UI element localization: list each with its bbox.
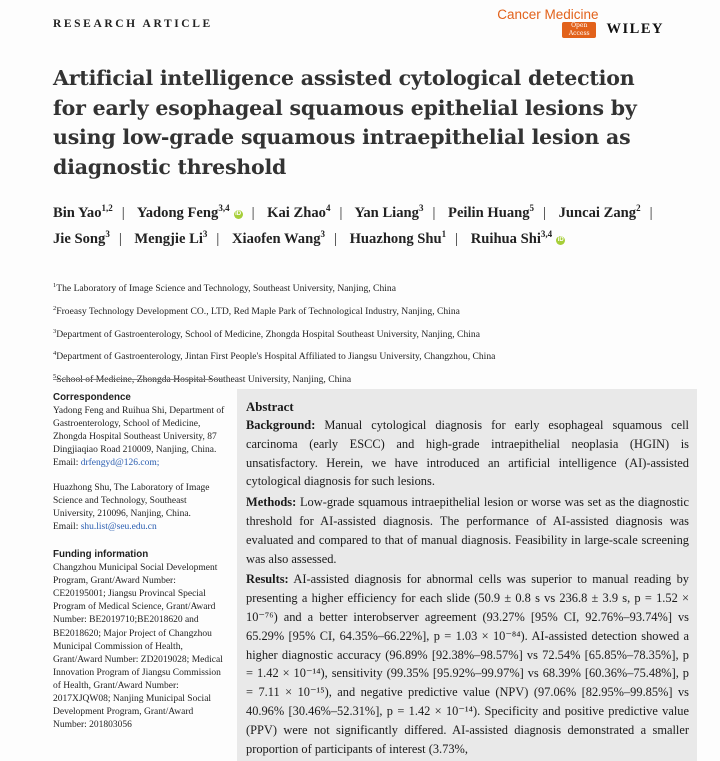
- author-list: [53, 200, 693, 252]
- author-separator: |: [118, 231, 122, 247]
- correspondence-text-1: Yadong Feng and Ruihua Shi, Department of Gastroenterology, School of Medicine, Zhongda Hospital Southeast University, 87 Dingjiaqiao Road 210009, Nanjing, China.: [53, 406, 225, 456]
- methods-text: Low-grade squamous intraepithelial lesion or worse was set as the diagnostic threshold for AI-assisted diagnosis. The performance of AI-assisted diagnosis was evaluated and compared to that of manual diagnosis. Feasibility in large-scale screening was also assessed.: [246, 495, 689, 566]
- abstract-results: [246, 570, 689, 758]
- author-affiliation-marker: 5: [529, 203, 535, 214]
- results-label: Results:: [246, 572, 289, 587]
- author-name[interactable]: [53, 231, 110, 247]
- author-name-text: Kai Zhao: [267, 205, 326, 221]
- email-link-1[interactable]: drfengyd@126.com;: [80, 458, 160, 469]
- author-name-text: Yan Liang: [354, 205, 419, 221]
- author-name[interactable]: [267, 205, 330, 221]
- sidebar-info: [53, 391, 228, 732]
- affiliation-text: Department of Gastroenterology, Jintan First People's Hospital Affiliated to Jiangsu University, Changzhou, China: [56, 351, 496, 363]
- methods-label: Methods:: [246, 495, 297, 510]
- affiliation-item: [53, 299, 673, 322]
- author-name[interactable]: [53, 205, 113, 221]
- author-name-text: Yadong Feng: [136, 205, 219, 221]
- affiliation-number: 3: [53, 327, 57, 335]
- orcid-icon[interactable]: iD: [235, 211, 242, 217]
- author-affiliation-marker: 3: [418, 203, 424, 214]
- author-name-text: Ruihua Shi: [470, 231, 541, 247]
- author-name[interactable]: [448, 205, 534, 221]
- author-separator: |: [339, 205, 343, 221]
- abstract-box: [237, 389, 697, 761]
- author-separator: |: [251, 205, 255, 221]
- correspondence-email-1: [53, 457, 228, 470]
- affiliation-number: 4: [53, 350, 57, 358]
- author-name-text: Bin Yao: [53, 205, 102, 221]
- email-label: Email:: [53, 458, 81, 469]
- publisher-logo[interactable]: WILEY: [606, 21, 664, 37]
- author-name-text: Peilin Huang: [448, 205, 530, 221]
- article-type-label: RESEARCH ARTICLE: [53, 18, 213, 30]
- affiliation-item: [53, 344, 673, 367]
- divider: [53, 379, 223, 380]
- abstract-methods: [246, 493, 689, 568]
- author-affiliation-marker: 1: [441, 229, 447, 240]
- background-text: Manual cytological diagnosis for early esophageal squamous cell carcinoma (early ESCC) and high-grade intraepithelial neoplasia (HGIN) is unsatisfactory. Herein, we have introduced an artificial intelligence (AI)-assisted cytological diagnosis for such lesions.: [246, 418, 689, 489]
- author-affiliation-marker: 3: [105, 229, 110, 240]
- funding-text: Changzhou Municipal Social Development Program, Grant/Award Number: CE20195001; Jiangsu Provincal Special Program of Medical Science, Grant/Award Number: BE2019710;BE2018620 and BE2018620; Major Project of Changzhou Municipal Commission of Health, Grant/Award Number: ZD2019028; Medical Innovation Program of Jiangsu Commission of Health, Grant/Award Number: 2017XJQW08; Nanjing Municipal Social Development Program, Grant/Award Number: 201803056: [53, 563, 223, 731]
- affiliations: [53, 276, 673, 390]
- correspondence-email-2: [53, 521, 228, 534]
- abstract-background: [246, 416, 689, 491]
- author-name[interactable]: [134, 231, 207, 247]
- author-name[interactable]: [559, 205, 641, 221]
- affiliation-item: [53, 276, 673, 299]
- author-name[interactable]: [350, 231, 447, 247]
- author-separator: |: [649, 205, 653, 221]
- author-name[interactable]: [137, 205, 243, 221]
- journal-branding: [497, 8, 664, 38]
- author-name[interactable]: [354, 205, 423, 221]
- journal-name: Cancer Medicine: [497, 7, 599, 22]
- author-name[interactable]: [232, 231, 325, 247]
- journal-logo[interactable]: [497, 8, 598, 38]
- affiliation-text: Froeasy Technology Development CO., LTD, Red Maple Park of Technological Industry, Nanjing, China: [56, 305, 460, 317]
- author-affiliation-marker: 4: [325, 203, 331, 214]
- affiliation-text: School of Medicine, Zhongda Hospital Southeast University, Nanjing, China: [56, 374, 352, 386]
- abstract-heading: Abstract: [246, 400, 294, 414]
- author-name-text: Mengjie Li: [134, 231, 203, 247]
- author-affiliation-marker: 2: [636, 203, 641, 214]
- funding-heading: Funding information: [53, 548, 149, 560]
- affiliation-number: 2: [53, 304, 57, 312]
- affiliation-number: 1: [53, 282, 57, 289]
- author-name-text: Huazhong Shu: [349, 231, 442, 247]
- author-affiliation-marker: 3,4: [218, 203, 230, 214]
- author-affiliation-marker: 1,2: [101, 203, 113, 214]
- author-name-text: Juncai Zang: [558, 205, 637, 221]
- affiliation-number: 5: [53, 373, 57, 381]
- article-title: Artificial intelligence assisted cytological detection for early esophageal squamous epithelial lesions by using low-grade squamous intraepithelial lesion as diagnostic threshold: [53, 66, 637, 179]
- author-affiliation-marker: 3: [202, 229, 208, 240]
- author-separator: |: [121, 205, 125, 221]
- background-label: Background:: [246, 418, 316, 432]
- open-access-badge: Open Access: [562, 22, 596, 38]
- author-separator: |: [455, 231, 459, 247]
- email-label: Email:: [53, 521, 81, 532]
- author-separator: |: [216, 231, 220, 247]
- correspondence-heading: Correspondence: [53, 392, 131, 403]
- orcid-icon[interactable]: iD: [557, 237, 564, 243]
- affiliation-item: [53, 322, 673, 345]
- results-text: AI-assisted diagnosis for abnormal cells was superior to manual reading by presenting a higher efficiency for each slide (50.9 ± 0.8 s vs 236.8 ± 3.9 s, p = 1.52 × 10⁻⁷⁶) and a better interobserver agreement (93.27% [95% CI, 92.76%–93.74%] vs 65.29% [95% CI, 64.35%–66.22%], p = 1.03 × 10⁻⁸⁴). AI-assisted detection showed a higher diagnostic accuracy (96.89% [92.38%–98.57%] vs 72.54% [65.85%–78.35%], p = 1.42 × 10⁻¹⁴), sensitivity (99.35% [95.92%–99.97%] vs 68.39% [60.36%–75.48%], p = 7.11 × 10⁻¹⁵), and negative predictive value (NPV) (97.06% [82.95%–99.85%] vs 40.96% [30.46%–52.31%], p = 1.42 × 10⁻¹⁴). Specificity and positive predictive value (PPV) were not significantly differed. AI-assisted diagnosis demonstrated a smaller proportion of participants of interest (3.73%,: [246, 572, 689, 756]
- author-affiliation-marker: 3,4: [540, 229, 553, 240]
- correspondence-text-2: Huazhong Shu, The Laboratory of Image Science and Technology, Southeast University, 210096, Nanjing, China.: [53, 482, 210, 519]
- author-name-text: Xiaofen Wang: [231, 231, 321, 247]
- affiliation-text: Department of Gastroenterology, School of Medicine, Zhongda Hospital Southeast University, Nanjing, China: [56, 328, 480, 340]
- author-name[interactable]: [471, 231, 565, 247]
- affiliation-text: The Laboratory of Image Science and Technology, Southeast University, Nanjing, China: [56, 283, 396, 295]
- author-separator: |: [543, 205, 546, 221]
- author-name-text: Jie Song: [53, 231, 106, 247]
- email-link-2[interactable]: shu.list@seu.edu.cn: [80, 521, 157, 532]
- author-separator: |: [334, 231, 337, 247]
- author-affiliation-marker: 3: [320, 229, 325, 240]
- author-separator: |: [432, 205, 436, 221]
